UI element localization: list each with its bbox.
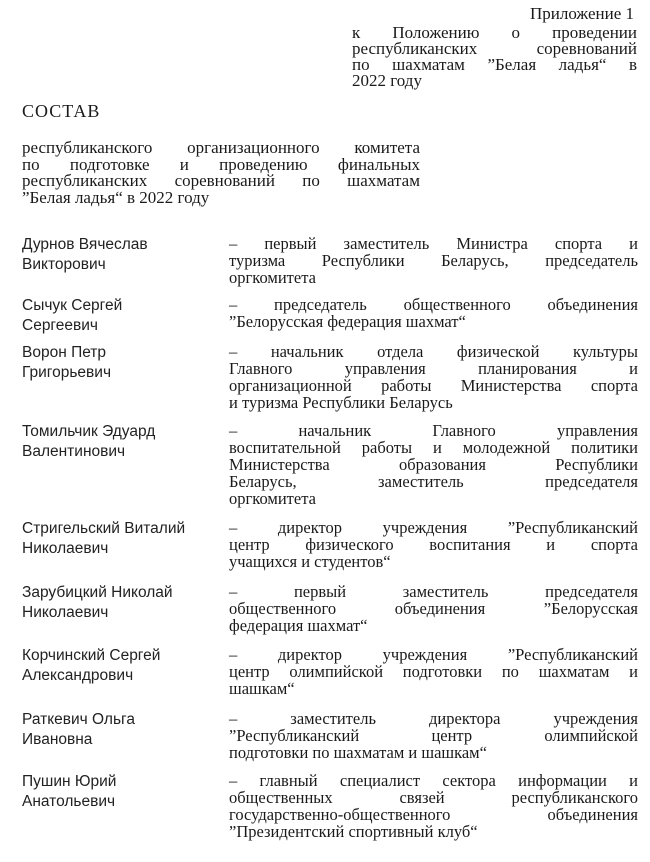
- member-name: Дурнов Вячеслав Викторович: [22, 236, 148, 273]
- member-name: Томильчик Эдуард Валентинович: [22, 423, 156, 460]
- subtitle-line: ”Белая ладья“ в 2022 году: [22, 187, 210, 207]
- appendix-reference-line: республиканских соревнований: [352, 39, 637, 58]
- appendix-reference-line: по шахматам ”Белая ладья“ в: [352, 55, 637, 74]
- subtitle-line: по подготовке и проведению финальных: [22, 154, 420, 174]
- appendix-reference-line: 2022 году: [352, 71, 422, 90]
- member-role: – главный специалист сектора информации и общественных связей республиканского государственно-общественного объединения ”Президентский спортивный клуб“: [229, 771, 638, 841]
- subtitle-line: республиканских соревнований по шахматам: [22, 171, 420, 190]
- document-heading: СОСТАВ: [22, 101, 101, 121]
- member-name: Ворон Петр Григорьевич: [22, 344, 112, 381]
- member-role: – начальник Главного управления воспитательной работы и молодежной политики Министерства образования Республики Беларусь, заместитель председателя оргкомитета: [229, 421, 638, 508]
- member-role: – председатель общественного объединения ”Белорусская федерация шахмат“: [229, 295, 638, 331]
- member-name: Корчинский Сергей Александрович: [22, 647, 161, 684]
- member-name: Сычук Сергей Сергеевич: [22, 297, 123, 334]
- member-name: Пушин Юрий Анатольевич: [22, 773, 117, 810]
- appendix-title: Приложение 1: [530, 4, 634, 23]
- member-role: – директор учреждения ”Республиканский центр физического воспитания и спорта учащихся и студентов“: [229, 518, 638, 571]
- member-role: – директор учреждения ”Республиканский центр олимпийской подготовки по шахматам и шашкам“: [229, 645, 638, 698]
- member-name: Зарубицкий Николай Николаевич: [22, 584, 173, 621]
- member-role: – первый заместитель Министра спорта и туризма Республики Беларусь, председатель оргкомитета: [229, 234, 638, 287]
- member-name: Раткевич Ольга Ивановна: [22, 711, 135, 748]
- member-role: – первый заместитель председателя общественного объединения ”Белорусская федерация шахмат“: [229, 582, 638, 635]
- member-role: – начальник отдела физической культуры Главного управления планирования и организационной работы Министерства спорта и туризма Республики Беларусь: [229, 342, 638, 412]
- appendix-reference: [352, 25, 637, 89]
- appendix-reference-line: к Положению о проведении: [352, 23, 637, 42]
- subtitle-line: республиканского организационного комитета: [22, 138, 420, 157]
- member-role: – заместитель директора учреждения ”Республиканский центр олимпийской подготовки по шахматам и шашкам“: [229, 709, 638, 762]
- member-name: Стригельский Виталий Николаевич: [22, 520, 186, 557]
- document-subtitle: [22, 140, 420, 206]
